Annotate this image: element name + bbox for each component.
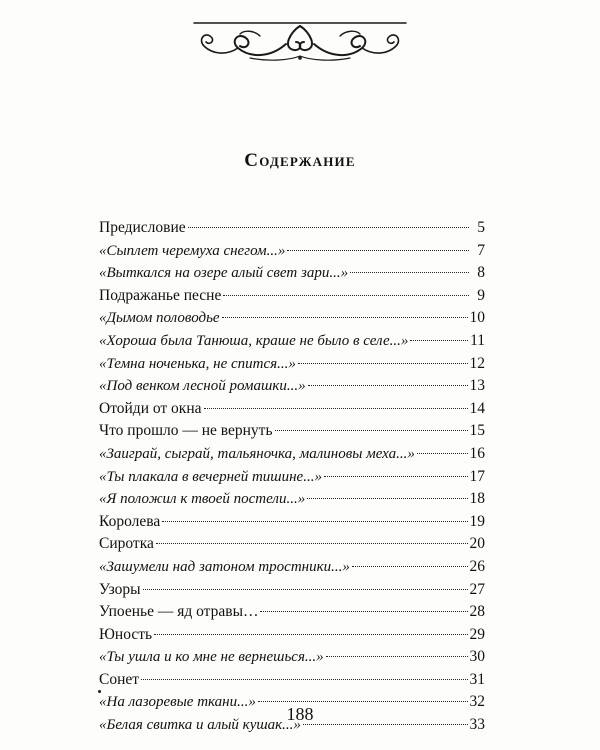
toc-entry-page: 33 <box>469 716 485 734</box>
toc-entry-title: «Я положил к твоей постели...» <box>99 491 306 508</box>
toc-entry-title: «Зашумели над затоном тростники...» <box>99 558 350 575</box>
toc-entry <box>99 669 485 692</box>
dot-leader <box>410 339 468 341</box>
toc-entry-title: Подражанье песне <box>99 286 222 304</box>
toc-entry-title: «Хороша была Танюша, краше не было в селе...» <box>99 332 409 349</box>
toc-entry-page: 14 <box>469 399 485 417</box>
dot-leader <box>222 316 468 318</box>
toc-entry-page: 12 <box>469 354 485 372</box>
decorative-flourish-icon <box>190 18 410 66</box>
toc-entry-page: 11 <box>470 331 485 349</box>
dot-leader <box>260 610 467 612</box>
toc-entry-page: 15 <box>469 422 485 440</box>
toc-entry-page: 28 <box>469 603 485 621</box>
toc-entry-page: 18 <box>469 490 485 508</box>
dot-leader <box>352 565 468 567</box>
toc-entry-page: 9 <box>477 286 485 304</box>
toc-entry-page: 16 <box>469 444 485 462</box>
dot-leader <box>417 452 468 454</box>
toc-entry <box>99 375 485 398</box>
toc-entry-page: 26 <box>469 557 485 575</box>
toc-entry-title: «Темна ноченька, не спится...» <box>99 355 296 372</box>
toc-entry-title: Отойди от окна <box>99 399 202 417</box>
toc-entry <box>99 488 485 511</box>
dot-leader <box>154 633 467 635</box>
toc-entry-title: «Заиграй, сыграй, тальяночка, малиновы меха...» <box>99 445 415 462</box>
toc-entry <box>99 285 485 308</box>
toc-entry <box>99 511 485 534</box>
toc-entry <box>99 646 485 669</box>
toc-entry <box>99 307 485 330</box>
toc-entry-title: «Ты плакала в вечерней тишине...» <box>99 468 322 485</box>
dot-leader <box>162 520 467 522</box>
toc-entry <box>99 556 485 579</box>
toc-entry <box>99 262 485 285</box>
dot-leader <box>350 271 469 273</box>
dot-leader <box>307 497 467 499</box>
toc-entry <box>99 624 485 647</box>
toc-entry-title: Что прошло — не вернуть <box>99 422 273 440</box>
toc-entry-page: 29 <box>469 625 485 643</box>
table-of-contents <box>99 217 485 737</box>
toc-entry-title: Сиротка <box>99 535 154 553</box>
toc-entry-title: «На лазоревые ткани...» <box>99 694 256 711</box>
page-title: Содержание <box>244 150 356 171</box>
dot-leader <box>141 678 467 680</box>
toc-entry-title: «Ты ушла и ко мне не вернешься...» <box>99 649 324 666</box>
toc-entry-page: 5 <box>477 219 485 236</box>
dot-leader <box>298 362 468 364</box>
dot-leader <box>258 700 468 702</box>
toc-entry-page: 31 <box>469 670 485 688</box>
dot-leader <box>188 226 469 228</box>
toc-entry-title: «Выткался на озере алый свет зари...» <box>99 265 349 282</box>
toc-entry-title: Предисловие <box>99 219 186 236</box>
dot-leader <box>156 542 468 544</box>
toc-entry-title: Сонет <box>99 670 140 688</box>
toc-entry <box>99 466 485 489</box>
toc-entry <box>99 398 485 421</box>
toc-entry-page: 20 <box>469 535 485 553</box>
dot-leader <box>223 294 469 296</box>
dot-leader <box>324 475 468 477</box>
dot-leader <box>308 384 468 386</box>
toc-entry-page: 27 <box>469 580 485 598</box>
toc-entry-page: 8 <box>477 264 485 282</box>
toc-entry <box>99 443 485 466</box>
toc-entry-title: «Белая свитка и алый кушак...» <box>99 717 301 734</box>
toc-entry-title: «Под венком лесной ромашки...» <box>99 378 306 395</box>
toc-entry-page: 17 <box>469 467 485 485</box>
toc-entry-page: 13 <box>469 377 485 395</box>
toc-entry <box>99 330 485 353</box>
dot-leader <box>326 655 468 657</box>
toc-entry <box>99 217 485 240</box>
toc-entry-page: 32 <box>469 693 485 711</box>
toc-entry-title: Юность <box>99 625 153 643</box>
toc-entry <box>99 533 485 556</box>
toc-entry <box>99 579 485 602</box>
dot-leader <box>287 249 469 251</box>
toc-entry-title: Узоры <box>99 580 141 598</box>
toc-entry <box>99 353 485 376</box>
toc-entry-title: Королева <box>99 512 161 530</box>
print-speck <box>98 690 101 693</box>
dot-leader <box>143 588 468 590</box>
toc-entry-page: 19 <box>469 512 485 530</box>
toc-entry-title: «Сыплет черемуха снегом...» <box>99 242 286 259</box>
toc-entry <box>99 601 485 624</box>
toc-entry-page: 7 <box>477 241 485 259</box>
dot-leader <box>204 407 468 409</box>
toc-entry-title: Упоенье — яд отравы… <box>99 603 259 621</box>
dot-leader <box>275 429 468 431</box>
toc-entry-title: «Дымом половодье <box>99 310 220 327</box>
toc-entry <box>99 240 485 263</box>
toc-entry-page: 10 <box>469 309 485 327</box>
toc-entry-page: 30 <box>469 648 485 666</box>
page-number: 188 <box>286 704 314 724</box>
toc-entry <box>99 420 485 443</box>
